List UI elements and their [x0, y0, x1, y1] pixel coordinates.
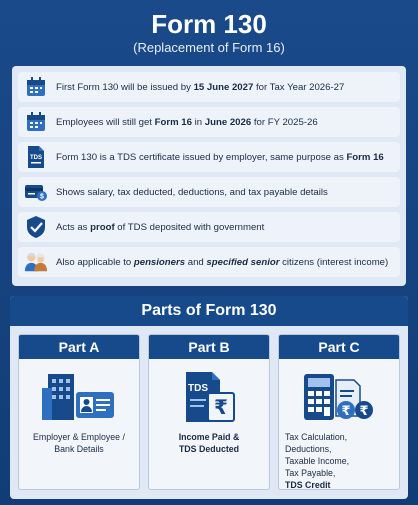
info-row-form16 — [18, 107, 400, 137]
parts-panel — [10, 296, 408, 499]
senior-citizens-icon — [24, 250, 48, 274]
svg-text:TDS: TDS — [188, 383, 208, 394]
info-row-issue-date — [18, 72, 400, 102]
svg-text:₹: ₹ — [214, 395, 228, 419]
tds-document-icon — [24, 145, 48, 169]
info-row-pensioners — [18, 247, 400, 277]
svg-text:$: $ — [40, 193, 44, 201]
svg-text:₹: ₹ — [341, 404, 351, 419]
info-panel — [12, 66, 406, 286]
building-id-card-icon — [19, 363, 139, 431]
payment-card-icon — [24, 180, 48, 204]
part-b-label: Part B — [149, 335, 269, 359]
part-c-card — [278, 334, 400, 490]
calendar-icon — [24, 75, 48, 99]
part-b-card — [148, 334, 270, 490]
part-c-label: Part C — [279, 335, 399, 359]
calendar-icon — [24, 110, 48, 134]
info-row-proof — [18, 212, 400, 242]
info-text: Employees will still get Form 16 in June 2026 for FY 2025-26 — [56, 116, 318, 128]
info-row-details — [18, 177, 400, 207]
info-text: Shows salary, tax deducted, deductions, and tax payable details — [56, 186, 328, 198]
info-text: Also applicable to pensioners and specified senior citizens (interest income) — [56, 256, 389, 268]
part-a-description: Employer & Employee / Bank Details — [33, 432, 125, 454]
calculator-coins-icon — [279, 363, 399, 431]
page-subtitle: (Replacement of Form 16) — [133, 40, 285, 55]
tds-rupee-document-icon — [149, 363, 269, 431]
part-a-label: Part A — [19, 335, 139, 359]
header — [6, 4, 412, 62]
info-text: Acts as proof of TDS deposited with government — [56, 221, 265, 233]
info-row-tds-certificate — [18, 142, 400, 172]
part-c-description: Tax Calculation, Deductions, Taxable Income, Tax Payable, TDS Credit — [285, 432, 350, 490]
parts-title: Parts of Form 130 — [10, 296, 408, 326]
page-title: Form 130 — [151, 9, 267, 39]
shield-check-icon — [24, 215, 48, 239]
svg-text:₹: ₹ — [359, 404, 369, 419]
info-text: First Form 130 will be issued by 15 June 2027 for Tax Year 2026-27 — [56, 81, 345, 93]
info-text: Form 130 is a TDS certificate issued by employer, same purpose as Form 16 — [56, 151, 384, 163]
part-a-card — [18, 334, 140, 490]
svg-text:TDS: TDS — [30, 155, 42, 161]
part-b-description: Income Paid & TDS Deducted — [178, 432, 240, 454]
